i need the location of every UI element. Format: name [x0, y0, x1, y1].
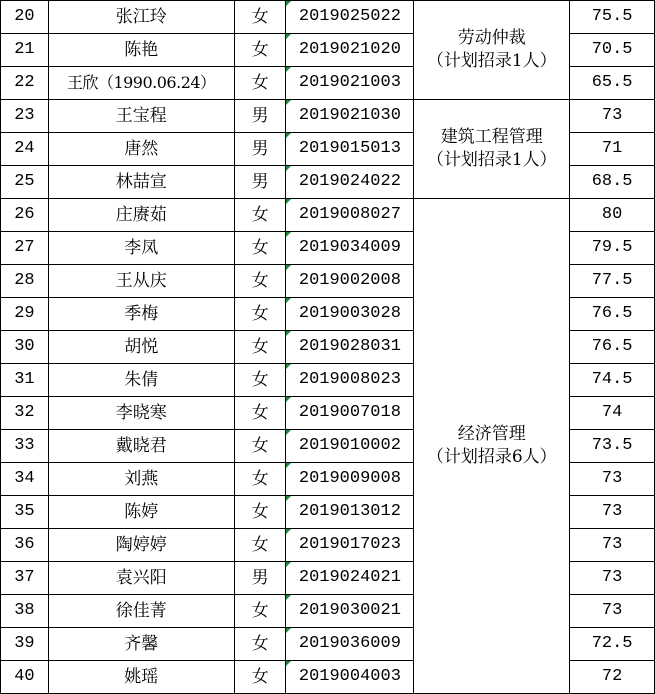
- score-cell: 77.5: [570, 265, 655, 298]
- row-number-cell: 38: [1, 595, 49, 628]
- name-cell: 徐佳菁: [48, 595, 234, 628]
- gender-cell: 女: [234, 199, 286, 232]
- name-cell: 刘燕: [48, 463, 234, 496]
- name-cell: 袁兴阳: [48, 562, 234, 595]
- position-title: 劳动仲裁: [457, 28, 526, 49]
- gender-cell: 女: [234, 298, 286, 331]
- name-cell: 陈艳: [48, 34, 234, 67]
- score-cell: 65.5: [570, 67, 655, 100]
- gender-cell: 女: [234, 595, 286, 628]
- table-body: [1, 1, 655, 694]
- exam-id-cell: 2019004003: [286, 661, 414, 694]
- exam-id-cell: 2019025022: [286, 1, 414, 34]
- name-cell: 胡悦: [48, 331, 234, 364]
- name-cell: 陈婷: [48, 496, 234, 529]
- row-number-cell: 37: [1, 562, 49, 595]
- score-cell: 74: [570, 397, 655, 430]
- name-cell: 王欣（1990.06.24）: [48, 67, 234, 100]
- gender-cell: 女: [234, 34, 286, 67]
- position-label: [427, 126, 557, 172]
- position-quota: （计划招录6人）: [426, 447, 557, 467]
- exam-id-cell: 2019028031: [286, 331, 414, 364]
- score-cell: 80: [570, 199, 655, 232]
- score-cell: 73: [570, 463, 655, 496]
- name-cell: 齐馨: [48, 628, 234, 661]
- position-cell: [414, 1, 570, 100]
- position-title: 建筑工程管理: [440, 127, 543, 148]
- exam-id-cell: 2019009008: [286, 463, 414, 496]
- exam-id-cell: 2019002008: [286, 265, 414, 298]
- row-number-cell: 36: [1, 529, 49, 562]
- table-row: [1, 199, 655, 232]
- exam-id-cell: 2019013012: [286, 496, 414, 529]
- name-cell: 季梅: [48, 298, 234, 331]
- score-cell: 70.5: [570, 34, 655, 67]
- score-cell: 73: [570, 496, 655, 529]
- gender-cell: 女: [234, 529, 286, 562]
- position-label: [427, 27, 557, 73]
- exam-id-cell: 2019007018: [286, 397, 414, 430]
- name-cell: 姚瑶: [48, 661, 234, 694]
- exam-id-cell: 2019015013: [286, 133, 414, 166]
- position-cell: [414, 199, 570, 694]
- gender-cell: 男: [234, 133, 286, 166]
- exam-id-cell: 2019034009: [286, 232, 414, 265]
- name-cell: 张江玲: [48, 1, 234, 34]
- position-quota: （计划招录1人）: [426, 51, 557, 71]
- score-cell: 72: [570, 661, 655, 694]
- name-cell: 庄赓茹: [48, 199, 234, 232]
- table-row: [1, 100, 655, 133]
- name-cell: 王宝程: [48, 100, 234, 133]
- exam-id-cell: 2019036009: [286, 628, 414, 661]
- exam-id-cell: 2019010002: [286, 430, 414, 463]
- score-cell: 71: [570, 133, 655, 166]
- exam-id-cell: 2019024022: [286, 166, 414, 199]
- exam-id-cell: 2019017023: [286, 529, 414, 562]
- score-cell: 73: [570, 595, 655, 628]
- row-number-cell: 25: [1, 166, 49, 199]
- gender-cell: 女: [234, 232, 286, 265]
- name-cell: 朱倩: [48, 364, 234, 397]
- gender-cell: 女: [234, 397, 286, 430]
- gender-cell: 女: [234, 331, 286, 364]
- row-number-cell: 24: [1, 133, 49, 166]
- gender-cell: 女: [234, 661, 286, 694]
- score-cell: 75.5: [570, 1, 655, 34]
- exam-id-cell: 2019024021: [286, 562, 414, 595]
- row-number-cell: 26: [1, 199, 49, 232]
- name-cell: 陶婷婷: [48, 529, 234, 562]
- score-cell: 76.5: [570, 298, 655, 331]
- name-cell: 戴晓君: [48, 430, 234, 463]
- gender-cell: 男: [234, 166, 286, 199]
- row-number-cell: 32: [1, 397, 49, 430]
- gender-cell: 男: [234, 100, 286, 133]
- score-cell: 68.5: [570, 166, 655, 199]
- gender-cell: 女: [234, 364, 286, 397]
- gender-cell: 女: [234, 1, 286, 34]
- name-cell: 王从庆: [48, 265, 234, 298]
- row-number-cell: 30: [1, 331, 49, 364]
- exam-id-cell: 2019008027: [286, 199, 414, 232]
- exam-id-cell: 2019008023: [286, 364, 414, 397]
- position-label: [427, 423, 557, 469]
- position-quota: （计划招录1人）: [426, 150, 557, 170]
- exam-id-cell: 2019021020: [286, 34, 414, 67]
- row-number-cell: 39: [1, 628, 49, 661]
- row-number-cell: 34: [1, 463, 49, 496]
- gender-cell: 女: [234, 628, 286, 661]
- name-cell: 李凤: [48, 232, 234, 265]
- gender-cell: 女: [234, 463, 286, 496]
- position-title: 经济管理: [457, 424, 526, 445]
- row-number-cell: 20: [1, 1, 49, 34]
- gender-cell: 女: [234, 67, 286, 100]
- row-number-cell: 31: [1, 364, 49, 397]
- position-cell: [414, 100, 570, 199]
- gender-cell: 女: [234, 496, 286, 529]
- row-number-cell: 23: [1, 100, 49, 133]
- table-row: [1, 1, 655, 34]
- score-cell: 73: [570, 562, 655, 595]
- row-number-cell: 33: [1, 430, 49, 463]
- score-cell: 73.5: [570, 430, 655, 463]
- row-number-cell: 21: [1, 34, 49, 67]
- exam-id-cell: 2019021030: [286, 100, 414, 133]
- row-number-cell: 29: [1, 298, 49, 331]
- gender-cell: 女: [234, 430, 286, 463]
- score-cell: 72.5: [570, 628, 655, 661]
- name-cell: 李晓寒: [48, 397, 234, 430]
- score-cell: 79.5: [570, 232, 655, 265]
- score-cell: 74.5: [570, 364, 655, 397]
- exam-id-cell: 2019003028: [286, 298, 414, 331]
- name-cell: 唐然: [48, 133, 234, 166]
- score-cell: 76.5: [570, 331, 655, 364]
- gender-cell: 女: [234, 265, 286, 298]
- exam-id-cell: 2019021003: [286, 67, 414, 100]
- gender-cell: 男: [234, 562, 286, 595]
- score-cell: 73: [570, 100, 655, 133]
- name-cell: 林喆宣: [48, 166, 234, 199]
- row-number-cell: 40: [1, 661, 49, 694]
- row-number-cell: 35: [1, 496, 49, 529]
- exam-id-cell: 2019030021: [286, 595, 414, 628]
- row-number-cell: 27: [1, 232, 49, 265]
- row-number-cell: 28: [1, 265, 49, 298]
- row-number-cell: 22: [1, 67, 49, 100]
- score-cell: 73: [570, 529, 655, 562]
